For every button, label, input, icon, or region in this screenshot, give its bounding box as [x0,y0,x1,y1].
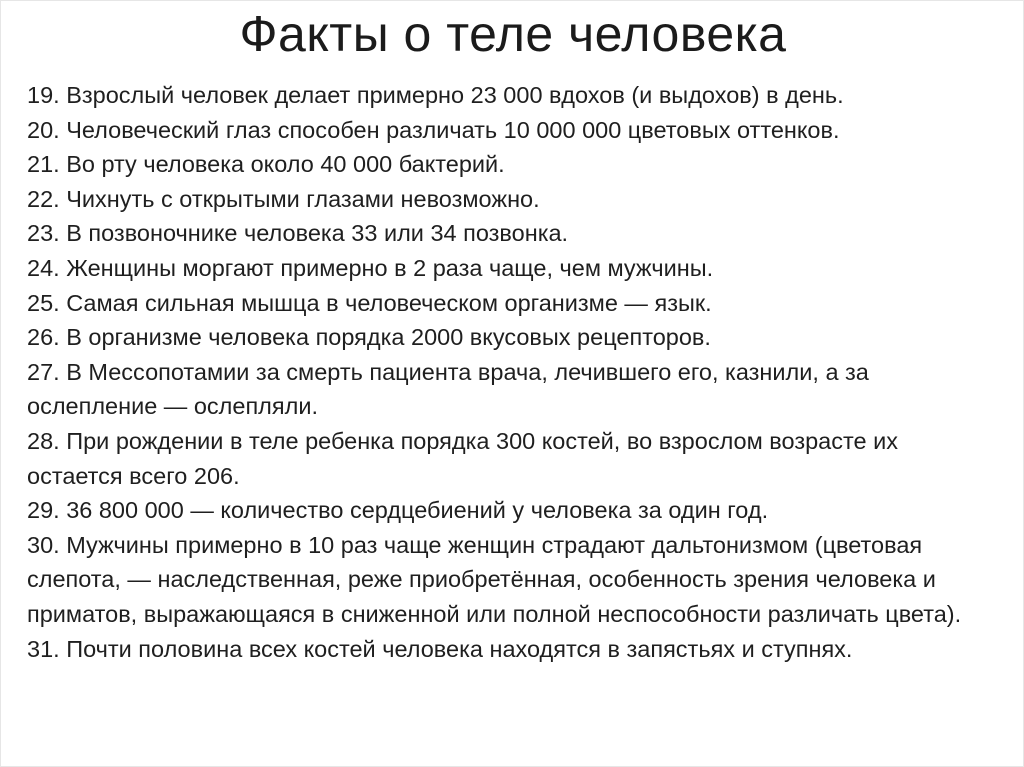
fact-item: 20. Человеческий глаз способен различать 10 000 000 цветовых оттенков. [27,116,840,143]
fact-item: 30. Мужчины примерно в 10 раз чаще женщин страдают дальтонизмом (цветовая слепота, — наследственная, реже приобретённая, особенность зрения человека и приматов, выражающаяся в сниженной или полной неспособности различать цвета). [27,531,962,627]
fact-item: 19. Взрослый человек делает примерно 23 000 вдохов (и выдохов) в день. [27,82,844,108]
fact-item: 27. В Мессопотамии за смерть пациента врача, лечившего его, казнили, а за ослепление — ослепляли. [27,358,869,420]
slide-title: Факты о теле человека [239,6,787,62]
fact-item: 31. Почти половина всех костей человека находятся в запястьях и ступнях. [27,635,853,662]
fact-item: 29. 36 800 000 — количество сердцебиений у человека за один год. [27,497,769,524]
fact-item: 25. Самая сильная мышца в человеческом организме — язык. [27,289,712,316]
fact-item: 24. Женщины моргают примерно в 2 раза чаще, чем мужчины. [27,254,714,281]
fact-item: 26. В организме человека порядка 2000 вкусовых рецепторов. [27,324,711,351]
fact-item: 28. При рождении в теле ребенка порядка 300 костей, во взрослом возрасте их остается всего 206. [27,427,898,489]
fact-item: 22. Чихнуть с открытыми глазами невозможно. [27,185,540,212]
facts-list [27,78,999,666]
fact-item: 23. В позвоночнике человека 33 или 34 позвонка. [27,220,569,247]
fact-item: 21. Во рту человека около 40 000 бактерий. [27,151,505,178]
